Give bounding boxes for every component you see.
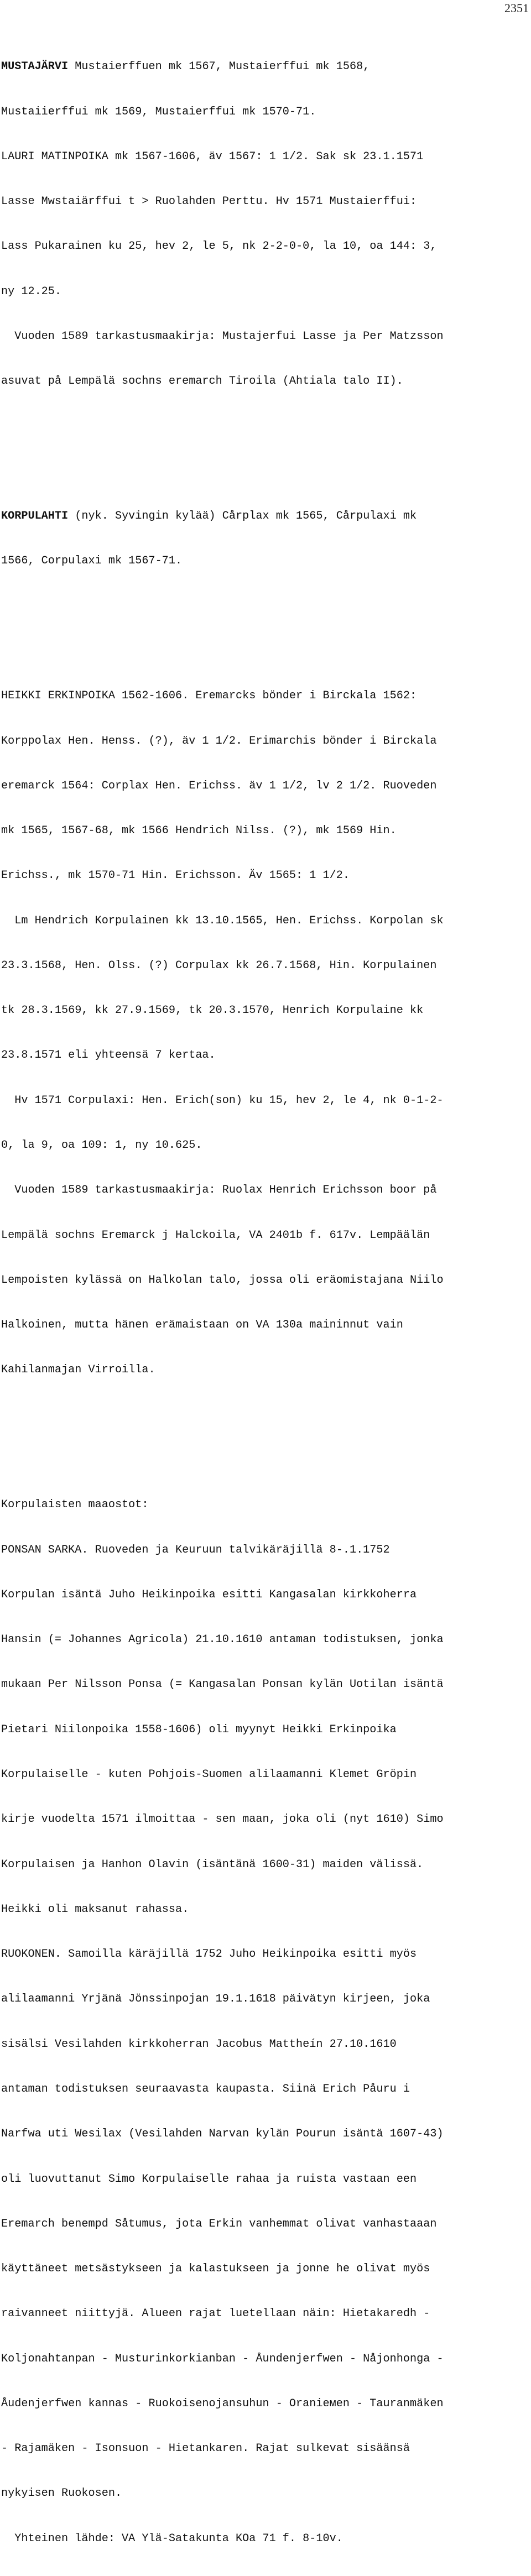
heikki-line: Hv 1571 Corpulaxi: Hen. Erich(son) ku 15, hev 2, le 4, nk 0-1-2- [1, 1094, 444, 1107]
heikki-line: tk 28.3.1569, kk 27.9.1569, tk 20.3.1570, Henrich Korpulaine kk [1, 1004, 424, 1017]
maaostot-line: antaman todistuksen seuraavasta kaupasta. Siinä Erich Påuru i [1, 2082, 410, 2096]
maaostot-line: Hansin (= Johannes Agricola) 21.10.1610 antaman todistuksen, jonka [1, 1633, 444, 1647]
heikki-line: eremarck 1564: Corplax Hen. Erichss. äv 1 1/2, lv 2 1/2. Ruoveden [1, 779, 437, 792]
heikki-line: 23.3.1568, Hen. Olss. (?) Corpulax kk 26.7.1568, Hin. Korpulainen [1, 959, 437, 972]
maaostot-line: oli luovuttanut Simo Korpulaiselle rahaa ja ruista vastaan een [1, 2172, 417, 2186]
mustajarvi-line-1 [1, 59, 530, 74]
maaostot-line: Korpulaiselle - kuten Pohjois-Suomen alilaamanni Klemet Gröpin [1, 1768, 417, 1781]
maaostot-line: Pietari Niilonpoika 1558-1606) oli myynyt Heikki Erkinpoika [1, 1723, 397, 1736]
korpulahti-line-1 [1, 509, 530, 524]
heikki-line: Lm Hendrich Korpulainen kk 13.10.1565, Hen. Erichss. Korpolan sk [1, 914, 444, 927]
heikki-line: 23.8.1571 eli yhteensä 7 kertaa. [1, 1049, 216, 1062]
maaostot-source-line: Yhteinen lähde: VA Ylä-Satakunta KOa 71 f. 8-10v. [1, 2532, 343, 2545]
maaostot-line: nykyisen Ruokosen. [1, 2487, 122, 2500]
heikki-line: Erichss., mk 1570-71 Hin. Erichsson. Äv 1565: 1 1/2. [1, 869, 350, 882]
heikki-line: Korppolax Hen. Henss. (?), äv 1 1/2. Erimarchis bönder i Birckala [1, 734, 437, 748]
mustajarvi-line-1-text: Mustaierffuen mk 1567, Mustaierffui mk 1568, [68, 60, 370, 74]
maaostot-line: kirje vuodelta 1571 ilmoittaa - sen maan, joka oli (nyt 1610) Simo [1, 1813, 444, 1826]
maaostot-line: raivanneet niittyjä. Alueen rajat luetellaan näin: Hietakaredh - [1, 2307, 430, 2321]
heikki-line: Vuoden 1589 tarkastusmaakirja: Ruolax Henrich Erichsson boor på [1, 1184, 437, 1197]
document-body [1, 14, 530, 2576]
heikki-line: HEIKKI ERKINPOIKA 1562-1606. Eremarcks bönder i Birckala 1562: [1, 689, 417, 703]
maaostot-line: Åudenjerfwen kannas - Ruokoisenojansuhun - Oranieмen - Tauranmäken [1, 2397, 444, 2410]
heikki-line: Kahilanmajan Virroilla. [1, 1363, 155, 1377]
paragraph-gap [1, 614, 530, 629]
maaostot-line: mukaan Per Nilsson Ponsa (= Kangasalan Ponsan kylän Uotilan isäntä [1, 1678, 444, 1691]
mustajarvi-line: Mustaiierffui mk 1569, Mustaierffui mk 1570-71. [1, 105, 316, 118]
paragraph-gap [1, 1423, 530, 1438]
maaostot-line: Korpulan isäntä Juho Heikinpoika esitti Kangasalan kirkkoherra [1, 1588, 417, 1601]
heikki-line: Lempoisten kylässä on Halkolan talo, jossa oli eräomistajana Niilo [1, 1273, 444, 1287]
korpulahti-heading: KORPULAHTI [1, 510, 69, 523]
heikki-line: mk 1565, 1567-68, mk 1566 Hendrich Nilss. (?), mk 1569 Hin. [1, 824, 397, 838]
korpulahti-line: 1566, Corpulaxi mk 1567-71. [1, 555, 183, 568]
page-number: 2351 [504, 1, 529, 15]
maaostot-line: Koljonahtanpan - Musturinkorkianban - Åundenjerfwen - Nåjonhonga - [1, 2352, 444, 2365]
mustajarvi-line: Vuoden 1589 tarkastusmaakirja: Mustajerfui Lasse ja Per Matzsson [1, 330, 444, 343]
maaostot-line: sisälsi Vesilahden kirkkoherran Jacobus Mattheín 27.10.1610 [1, 2037, 397, 2051]
heikki-line: 0, la 9, oa 109: 1, ny 10.625. [1, 1139, 202, 1152]
mustajarvi-line: asuvat på Lempälä sochns eremarch Tiroila (Ahtiala talo II). [1, 375, 403, 388]
mustajarvi-line: LAURI MATINPOIKA mk 1567-1606, äv 1567: 1 1/2. Sak sk 23.1.1571 [1, 150, 424, 163]
mustajarvi-line: ny 12.25. [1, 285, 62, 298]
korpulahti-line-1-text: (nyk. Syvingin kylää) Cårplax mk 1565, Cårpulaxi mk [68, 510, 417, 523]
heikki-line: Lempälä sochns Eremarck j Halckoila, VA 2401b f. 617v. Lempäälän [1, 1229, 430, 1242]
mustajarvi-line: Lasse Mwstaiärffui t > Ruolahden Perttu. Hv 1571 Mustaierffui: [1, 195, 417, 208]
maaostot-line: - Rajamäken - Isonsuon - Hietankaren. Rajat sulkevat sisäänsä [1, 2442, 410, 2455]
maaostot-line: PONSAN SARKA. Ruoveden ja Keuruun talvikäräjillä 8-.1.1752 [1, 1543, 390, 1556]
maaostot-heading: Korpulaisten maaostot: [1, 1498, 149, 1512]
mustajarvi-line: Lass Pukarainen ku 25, hev 2, le 5, nk 2-2-0-0, la 10, oa 144: 3, [1, 240, 437, 253]
maaostot-line: Eremarch benempd Såtumus, jota Erkin vanhemmat olivat vanhastaaan [1, 2217, 437, 2230]
maaostot-line: käyttäneet metsästykseen ja kalastukseen ja jonne he olivat myös [1, 2263, 430, 2276]
paragraph-gap [1, 434, 530, 449]
maaostot-line: RUOKONEN. Samoilla käräjillä 1752 Juho Heikinpoika esitti myös [1, 1948, 417, 1961]
maaostot-line: alilaamanni Yrjänä Jönssinpojan 19.1.1618 päivätyn kirjeen, joka [1, 1993, 430, 2006]
maaostot-line: Korpulaisen ja Hanhon Olavin (isäntänä 1600-31) maiden välissä. [1, 1858, 424, 1871]
mustajarvi-heading: MUSTAJÄRVI [1, 60, 69, 74]
heikki-line: Halkoinen, mutta hänen erämaistaan on VA 130a maininnut vain [1, 1319, 403, 1332]
maaostot-line: Narfwa uti Wesilax (Vesilahden Narvan kylän Pourun isäntä 1607-43) [1, 2128, 444, 2141]
maaostot-line: Heikki oli maksanut rahassa. [1, 1903, 189, 1916]
